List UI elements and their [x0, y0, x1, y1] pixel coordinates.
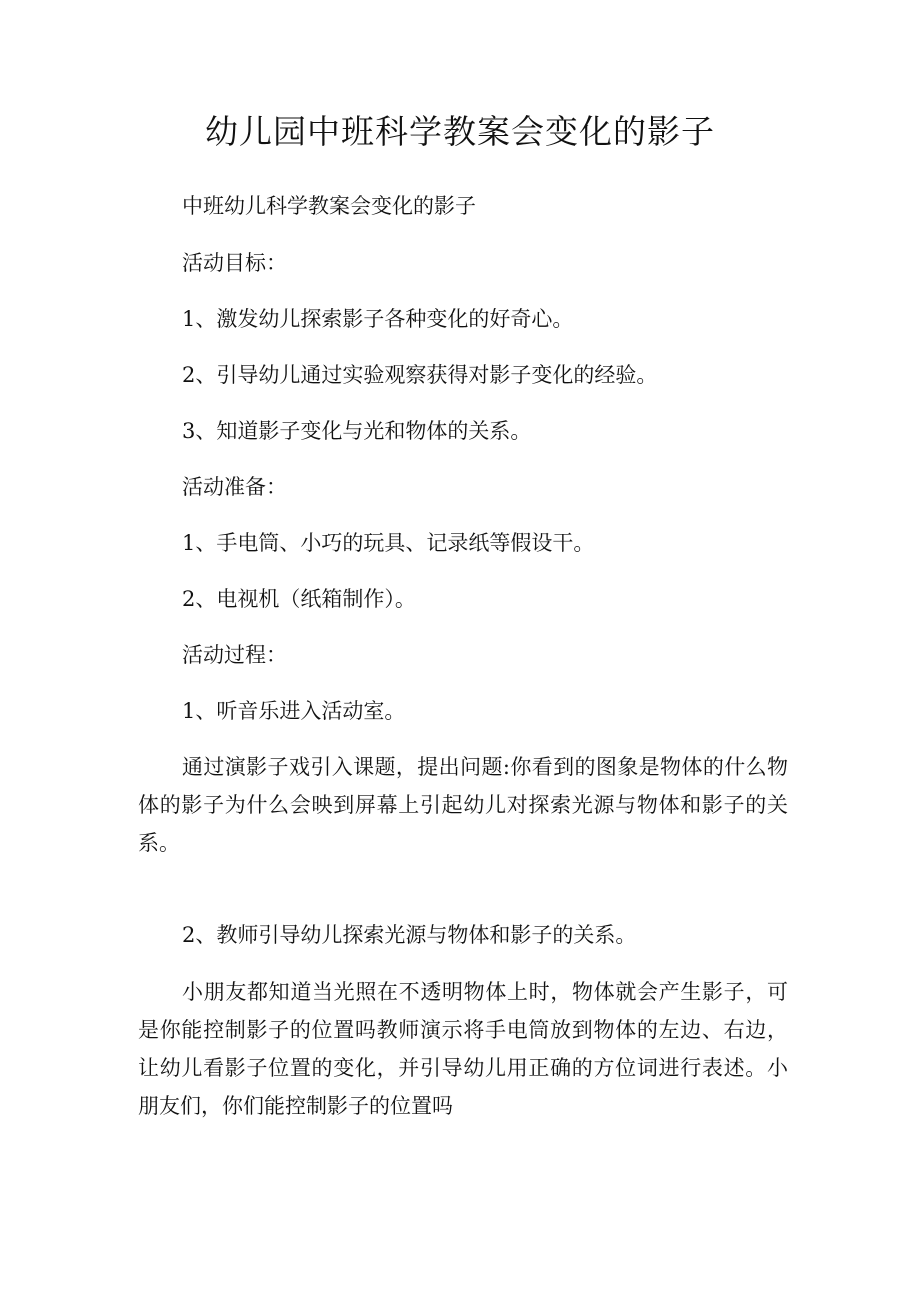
paragraph-process-1: 1、听音乐进入活动室。 — [182, 699, 406, 723]
document-title: 幼儿园中班科学教案会变化的影子 — [205, 112, 715, 151]
paragraph-process-heading: 活动过程： — [182, 643, 287, 667]
paragraph-goal-1: 1、激发幼儿探索影子各种变化的好奇心。 — [182, 307, 574, 331]
paragraph-prep-1: 1、手电筒、小巧的玩具、记录纸等假设干。 — [182, 531, 595, 555]
paragraph-goal-3: 3、知道影子变化与光和物体的关系。 — [182, 419, 532, 443]
paragraph-goal-2: 2、引导幼儿通过实验观察获得对影子变化的经验。 — [182, 363, 658, 387]
paragraph-process-2: 2、教师引导幼儿探索光源与物体和影子的关系。 — [182, 923, 637, 947]
paragraph-process-detail: 小朋友都知道当光照在不透明物体上时，物体就会产生影子，可是你能控制影子的位置吗教师演示将手电筒放到物体的左边、右边，让幼儿看影子位置的变化，并引导幼儿用正确的方位词进行表述。小朋友们，你们能控制影子的位置吗 — [138, 980, 788, 1118]
paragraph-prep-heading: 活动准备： — [182, 475, 287, 499]
paragraph-goals-heading: 活动目标： — [182, 251, 287, 275]
paragraph-prep-2: 2、电视机（纸箱制作）。 — [182, 587, 416, 611]
paragraph-subtitle: 中班幼儿科学教案会变化的影子 — [182, 194, 476, 218]
paragraph-process-intro: 通过演影子戏引入课题，提出问题:你看到的图象是物体的什么物体的影子为什么会映到屏幕上引起幼儿对探索光源与物体和影子的关系。 — [138, 755, 788, 855]
